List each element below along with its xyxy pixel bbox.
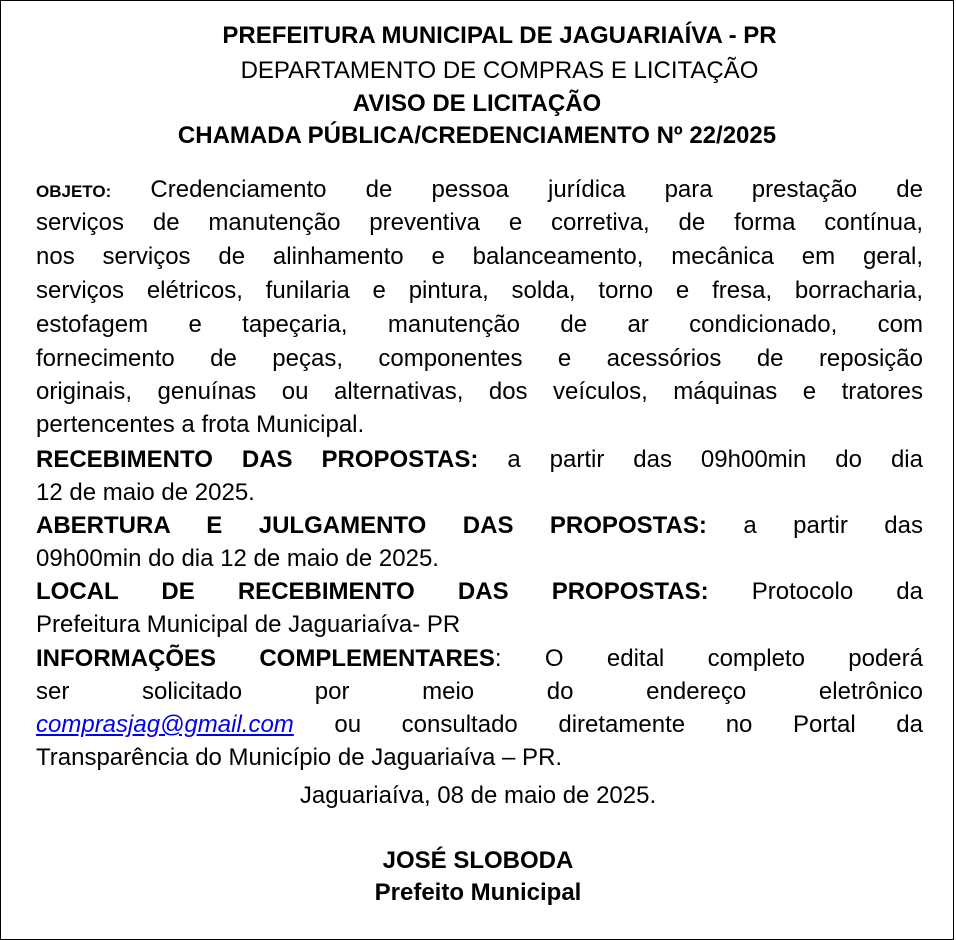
objeto-line-7: originais, genuínas ou alternativas, dos veículos, máquinas e tratores [36,378,923,405]
local-line-2: Prefeitura Municipal de Jaguariaíva- PR [36,611,461,638]
recebimento-line-1: RECEBIMENTO DAS PROPOSTAS: a partir das 09h00min do dia [36,446,923,473]
header-department: DEPARTAMENTO DE COMPRAS E LICITAÇÃO [240,57,759,84]
header-municipality: PREFEITURA MUNICIPAL DE JAGUARIAÍVA - PR [222,22,777,49]
objeto-line-1: OBJETO: Credenciamento de pessoa jurídica para prestação de [36,176,923,203]
recebimento-line-2: 12 de maio de 2025. [36,479,255,506]
header-call-number: CHAMADA PÚBLICA/CREDENCIAMENTO Nº 22/2025 [177,122,777,149]
informacoes-line-1: INFORMAÇÕES COMPLEMENTARES: O edital completo poderá [36,645,923,672]
objeto-line-8: pertencentes a frota Municipal. [36,411,365,438]
signature-title: Prefeito Municipal [374,879,582,906]
objeto-line-3: nos serviços de alinhamento e balanceamento, mecânica em geral, [36,243,923,270]
recebimento-label: RECEBIMENTO DAS PROPOSTAS: [36,446,479,473]
abertura-line-2: 09h00min do dia 12 de maio de 2025. [36,545,439,572]
signature-name: JOSÉ SLOBODA [382,847,574,874]
local-line-1: LOCAL DE RECEBIMENTO DAS PROPOSTAS: Protocolo da [36,578,923,605]
abertura-label: ABERTURA E JULGAMENTO DAS PROPOSTAS: [36,512,707,539]
informacoes-line-4: Transparência do Município de Jaguariaíva – PR. [36,744,563,771]
email-link[interactable]: comprasjag@gmail.com [36,711,294,738]
objeto-label: OBJETO: [36,182,112,201]
abertura-line-1: ABERTURA E JULGAMENTO DAS PROPOSTAS: a partir das [36,512,924,539]
objeto-line-6: fornecimento de peças, componentes e acessórios de reposição [36,345,923,372]
informacoes-line-3: comprasjag@gmail.com ou consultado diretamente no Portal da [36,711,923,738]
objeto-line-5: estofagem e tapeçaria, manutenção de ar condicionado, com [36,311,923,338]
objeto-line-2: serviços de manutenção preventiva e corretiva, de forma contínua, [36,209,923,236]
objeto-line-4: serviços elétricos, funilaria e pintura, solda, torno e fresa, borracharia, [36,277,923,304]
date-line: Jaguariaíva, 08 de maio de 2025. [299,782,657,809]
header-notice-type: AVISO DE LICITAÇÃO [352,90,602,117]
informacoes-label: INFORMAÇÕES COMPLEMENTARES [36,645,495,672]
local-label: LOCAL DE RECEBIMENTO DAS PROPOSTAS: [36,578,709,605]
informacoes-line-2: ser solicitado por meio do endereço eletrônico [36,678,923,705]
